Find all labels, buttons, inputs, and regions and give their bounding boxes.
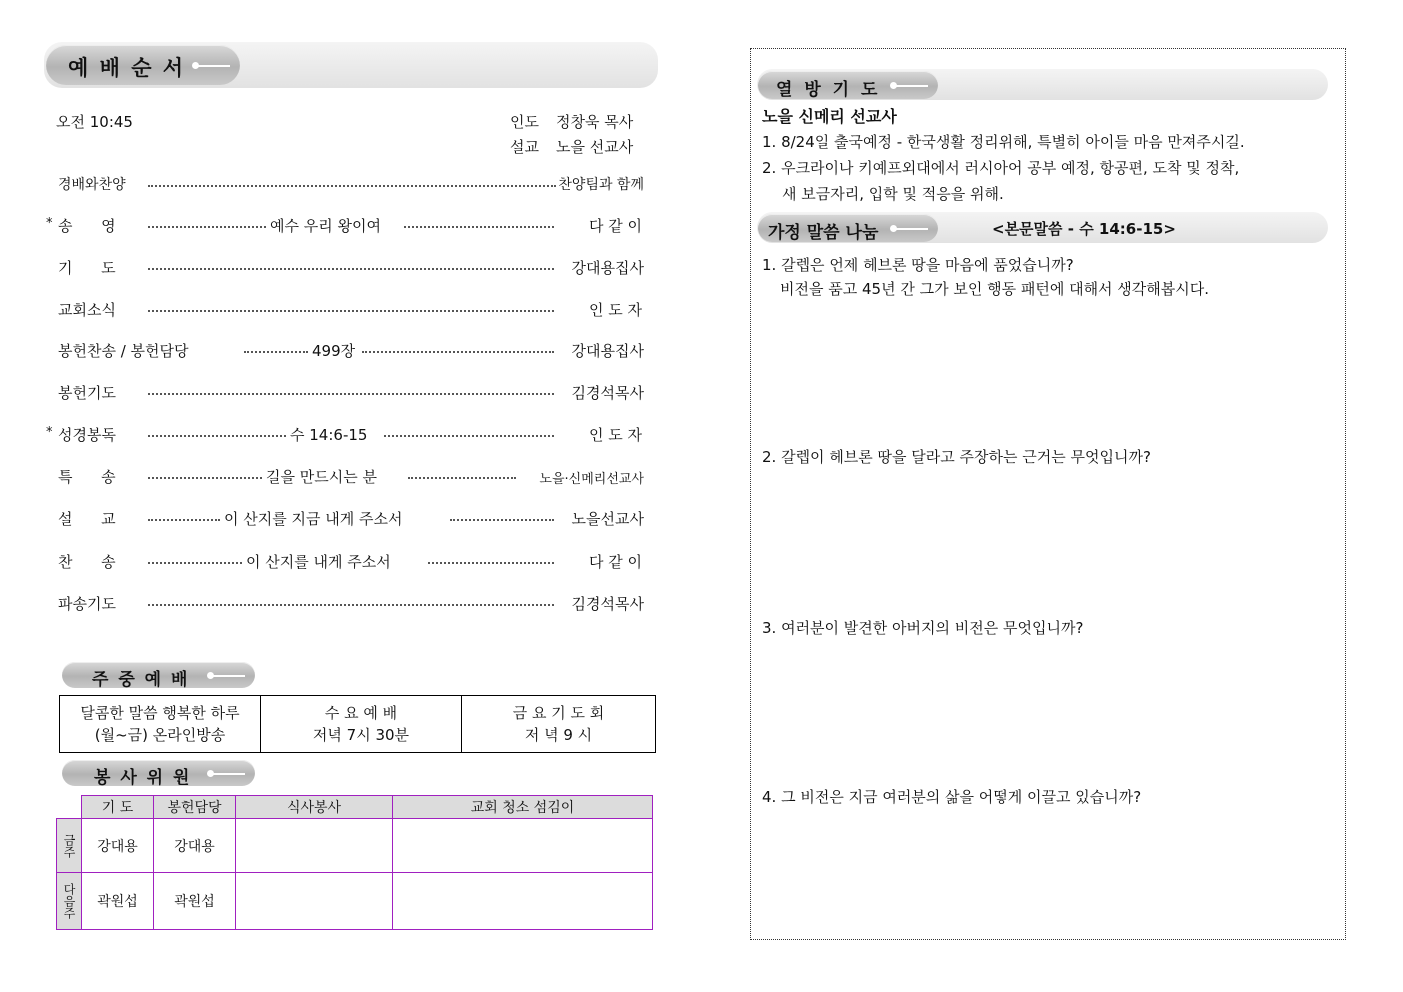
- leader-dots: [148, 226, 266, 228]
- family-sharing-header: [758, 214, 938, 242]
- leader-name: 정창욱 목사: [556, 113, 634, 131]
- worship-order-title: 예 배 순 서: [68, 56, 186, 80]
- leader-dots: [148, 562, 242, 564]
- standing-mark: *: [46, 216, 53, 231]
- leader-dots: [362, 351, 554, 353]
- col-header: 기 도: [82, 796, 154, 819]
- leader-dots: [148, 604, 554, 606]
- order-person: 다 같 이: [588, 217, 642, 235]
- question-1-cont: 비전을 품고 45년 간 그가 보인 행동 패턴에 대해서 생각해봅시다.: [780, 280, 1210, 298]
- order-person: 찬양팀과 함께: [558, 177, 644, 193]
- order-label: 설 교: [58, 510, 116, 528]
- order-row: [46, 424, 644, 446]
- order-person: 다 같 이: [588, 553, 642, 571]
- preacher-role: 설교: [510, 138, 539, 156]
- row-side-label: 다음주: [57, 873, 82, 930]
- order-label: 기 도: [58, 259, 116, 277]
- intercession-item-cont: 새 보금자리, 입학 및 적응을 위해.: [782, 185, 1004, 203]
- order-label: 성경봉독: [58, 426, 116, 444]
- order-person: 인 도 자: [588, 301, 642, 319]
- corner-cell: [57, 796, 82, 819]
- col-header: 식사봉사: [236, 796, 393, 819]
- order-row: [58, 593, 644, 615]
- weekday-col-line1: 금 요 기 도 회: [512, 704, 605, 722]
- weekday-col-line2: (월~금) 온라인방송: [94, 726, 226, 744]
- leader-dots: [148, 393, 554, 395]
- service-team-table: [56, 795, 653, 930]
- col-header: 봉헌담당: [154, 796, 236, 819]
- order-person: 노을·신메리선교사: [539, 472, 644, 487]
- order-row: [58, 382, 644, 404]
- order-label: 찬 송: [58, 553, 116, 571]
- family-sharing-title: 가정 말씀 나눔: [768, 223, 879, 243]
- weekday-col-line2: 저 녁 9 시: [524, 726, 593, 744]
- order-row: [58, 257, 644, 279]
- weekday-col: [60, 696, 261, 753]
- order-row: [46, 215, 644, 237]
- cleaning-cell: [393, 873, 653, 930]
- order-title: 이 산지를 지금 내게 주소서: [224, 510, 403, 528]
- order-row: [58, 299, 644, 321]
- weekday-worship-table: [59, 695, 656, 753]
- worship-order-header: [46, 45, 240, 85]
- intercession-title: 열 방 기 도: [776, 80, 881, 100]
- order-title: 499장: [312, 342, 356, 360]
- prayer-cell: 곽원섭: [82, 873, 154, 930]
- leader-dots: [148, 268, 554, 270]
- order-label: 교회소식: [58, 301, 116, 319]
- leader-dots: [450, 519, 554, 521]
- pill-decoration-icon: [196, 65, 230, 67]
- order-title: 이 산지를 내게 주소서: [246, 553, 391, 571]
- leader-dots: [428, 562, 554, 564]
- order-label: 송 영: [58, 217, 116, 235]
- question-1: 1. 갈렙은 언제 헤브론 땅을 마음에 품었습니까?: [762, 256, 1074, 274]
- pill-decoration-icon: [211, 675, 245, 677]
- order-label: 파송기도: [58, 595, 116, 613]
- pill-decoration-icon: [894, 228, 928, 230]
- order-person: 강대용집사: [571, 342, 644, 360]
- prayer-cell: 강대용: [82, 819, 154, 873]
- intercession-header: [758, 71, 938, 99]
- meal-cell: [236, 819, 393, 873]
- leader-dots: [148, 519, 220, 521]
- order-title: 수 14:6-15: [290, 426, 368, 444]
- leader-dots: [148, 185, 556, 187]
- offering-cell: 곽원섭: [154, 873, 236, 930]
- order-person: 김경석목사: [571, 384, 644, 402]
- order-label: 봉헌찬송 / 봉헌담당: [58, 342, 189, 360]
- weekday-col: [261, 696, 462, 753]
- meal-cell: [236, 873, 393, 930]
- leader-dots: [148, 310, 554, 312]
- weekday-worship-title: 주 중 예 배: [92, 670, 190, 690]
- order-row: [58, 174, 644, 196]
- order-person: 노을선교사: [571, 510, 644, 528]
- weekday-col-line2: 저녁 7시 30분: [312, 726, 410, 744]
- weekday-col-line1: 달콤한 말씀 행복한 하루: [80, 704, 240, 722]
- leader-dots: [384, 435, 554, 437]
- leader-dots: [148, 477, 262, 479]
- pill-decoration-icon: [894, 85, 928, 87]
- order-label: 봉헌기도: [58, 384, 116, 402]
- leader-dots: [148, 435, 286, 437]
- intercession-item: 1. 8/24일 출국예정 - 한국생활 정리위해, 특별히 아이들 마음 만져주시길.: [762, 133, 1245, 151]
- order-person: 김경석목사: [571, 595, 644, 613]
- weekday-col: [462, 696, 656, 753]
- offering-cell: 강대용: [154, 819, 236, 873]
- question-4: 4. 그 비전은 지금 여러분의 삶을 어떻게 이끌고 있습니까?: [762, 788, 1142, 806]
- order-person: 강대용집사: [571, 259, 644, 277]
- intercession-subtitle: 노을 신메리 선교사: [762, 107, 897, 126]
- preacher-name: 노을 선교사: [556, 138, 634, 156]
- order-person: 인 도 자: [588, 426, 642, 444]
- service-team-title: 봉 사 위 원: [94, 768, 192, 788]
- order-row: [58, 551, 644, 573]
- intercession-item: 2. 우크라이나 키예프외대에서 러시아어 공부 예정, 항공편, 도착 및 정착,: [762, 159, 1240, 177]
- order-label: 경배와찬양: [58, 177, 126, 193]
- order-row: [58, 508, 644, 530]
- cleaning-cell: [393, 819, 653, 873]
- leader-role: 인도: [510, 113, 539, 131]
- weekday-worship-header: [62, 662, 255, 688]
- order-label: 특 송: [58, 468, 116, 486]
- col-header: 교회 청소 섬김이: [393, 796, 653, 819]
- order-row: [58, 466, 644, 488]
- weekday-col-line1: 수 요 예 배: [324, 704, 398, 722]
- order-title: 예수 우리 왕이여: [270, 217, 381, 235]
- passage-reference: <본문말씀 - 수 14:6-15>: [992, 220, 1176, 238]
- order-row: [58, 340, 644, 362]
- standing-mark: *: [46, 425, 53, 440]
- row-side-label: 금주: [57, 819, 82, 873]
- leader-dots: [244, 351, 308, 353]
- order-title: 길을 만드시는 분: [266, 468, 377, 486]
- pill-decoration-icon: [211, 773, 245, 775]
- service-time: 오전 10:45: [56, 113, 133, 131]
- question-3: 3. 여러분이 발견한 아버지의 비전은 무엇입니까?: [762, 619, 1084, 637]
- question-2: 2. 갈렙이 헤브론 땅을 달라고 주장하는 근거는 무엇입니까?: [762, 448, 1151, 466]
- leader-dots: [408, 477, 516, 479]
- leader-dots: [404, 226, 554, 228]
- service-team-header: [62, 760, 255, 786]
